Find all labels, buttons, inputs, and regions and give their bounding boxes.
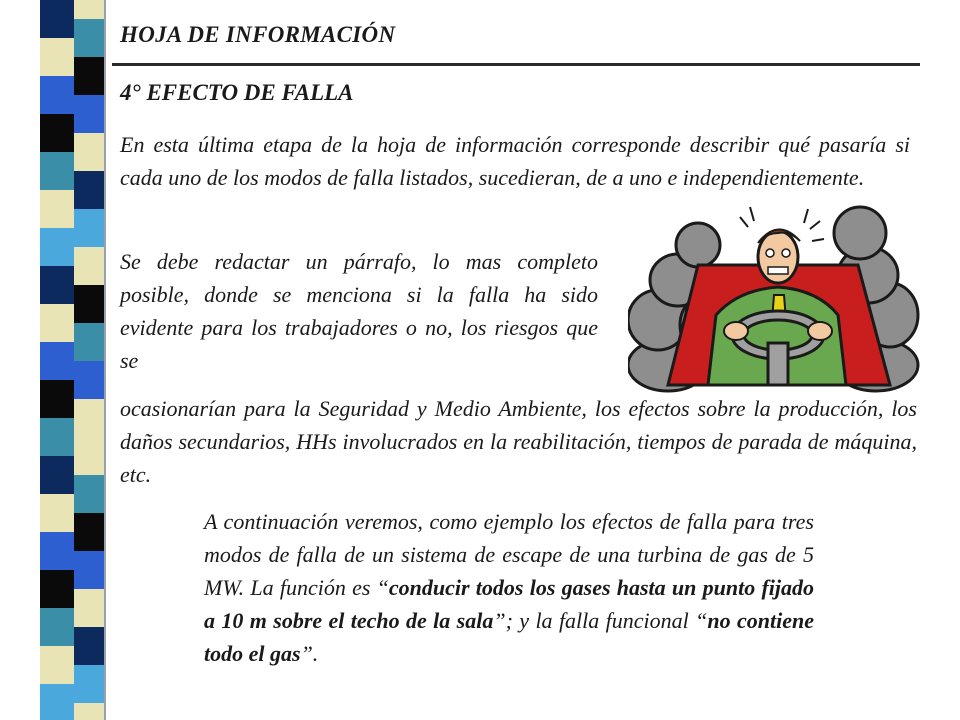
- stripe-block: [40, 532, 74, 570]
- stripe-block: [40, 418, 74, 456]
- stripe-block: [40, 0, 74, 38]
- stripe-block: [74, 551, 104, 589]
- stripe-block: [40, 684, 74, 720]
- stripe-block: [74, 0, 104, 19]
- stripe-block: [74, 285, 104, 323]
- stripe-block: [40, 456, 74, 494]
- stripe-block: [74, 513, 104, 551]
- function-quote: conducir todos los gases hasta un punto fijado a 10 m sobre el techo de la sala: [204, 575, 814, 633]
- example-intro-text: A continuación veremos, como ejemplo los efectos de falla para tres modos de falla de un sistema de escape de una turbina de gas de 5 MW. La función es “: [204, 509, 814, 600]
- stripe-block: [40, 380, 74, 418]
- stripe-block: [74, 171, 104, 209]
- stripe-block: [40, 494, 74, 532]
- page-title: HOJA DE INFORMACIÓN: [120, 22, 396, 47]
- driver-head: [758, 231, 798, 283]
- functional-failure-quote: no contiene todo el gas: [204, 608, 814, 666]
- example-paragraph: [204, 505, 814, 670]
- stripe-block: [74, 399, 104, 437]
- stripe-block: [40, 190, 74, 228]
- stripe-block: [40, 76, 74, 114]
- stripe-block: [74, 19, 104, 57]
- stripe-block: [40, 228, 74, 266]
- stripe-block: [74, 703, 104, 720]
- example-end-text: ”.: [300, 641, 319, 666]
- stripe-block: [40, 646, 74, 684]
- example-middle-text: ”; y la falla funcional “: [493, 608, 708, 633]
- title-divider: [112, 63, 920, 66]
- stripe-block: [74, 437, 104, 475]
- stripe-block: [40, 342, 74, 380]
- stressed-driver-clipart: [628, 195, 920, 395]
- stripe-block: [74, 95, 104, 133]
- intro-paragraph: En esta última etapa de la hoja de información corresponde describir qué pasaría si cada uno de los modos de falla listados, sucedieran, de a uno e independientemente.: [120, 132, 910, 190]
- stripe-block: [74, 323, 104, 361]
- stripe-block: [40, 304, 74, 342]
- stripe-block: [40, 114, 74, 152]
- stripe-block: [40, 570, 74, 608]
- stripe-block: [74, 209, 104, 247]
- stripe-block: [74, 133, 104, 171]
- decorative-stripe-bar: [0, 0, 112, 720]
- stripe-block: [74, 627, 104, 665]
- stripe-block: [74, 247, 104, 285]
- stripe-block: [40, 266, 74, 304]
- stripe-block: [40, 608, 74, 646]
- stripe-block: [74, 475, 104, 513]
- section-heading: 4° EFECTO DE FALLA: [120, 80, 354, 105]
- description-paragraph-part-2: ocasionarían para la Seguridad y Medio Ambiente, los efectos sobre la producción, los daños secundarios, HHs involucrados en la reabilitación, tiempos de parada de máquina, etc.: [120, 396, 917, 487]
- stripe-block: [40, 152, 74, 190]
- stripe-block: [74, 589, 104, 627]
- stripe-block: [40, 38, 74, 76]
- description-paragraph-part-1: Se debe redactar un párrafo, lo mas completo posible, donde se menciona si la falla ha sido evidente para los trabajadores o no, los riesgos que se: [120, 249, 598, 373]
- stripe-block: [74, 361, 104, 399]
- stripe-block: [74, 57, 104, 95]
- stripe-block: [74, 665, 104, 703]
